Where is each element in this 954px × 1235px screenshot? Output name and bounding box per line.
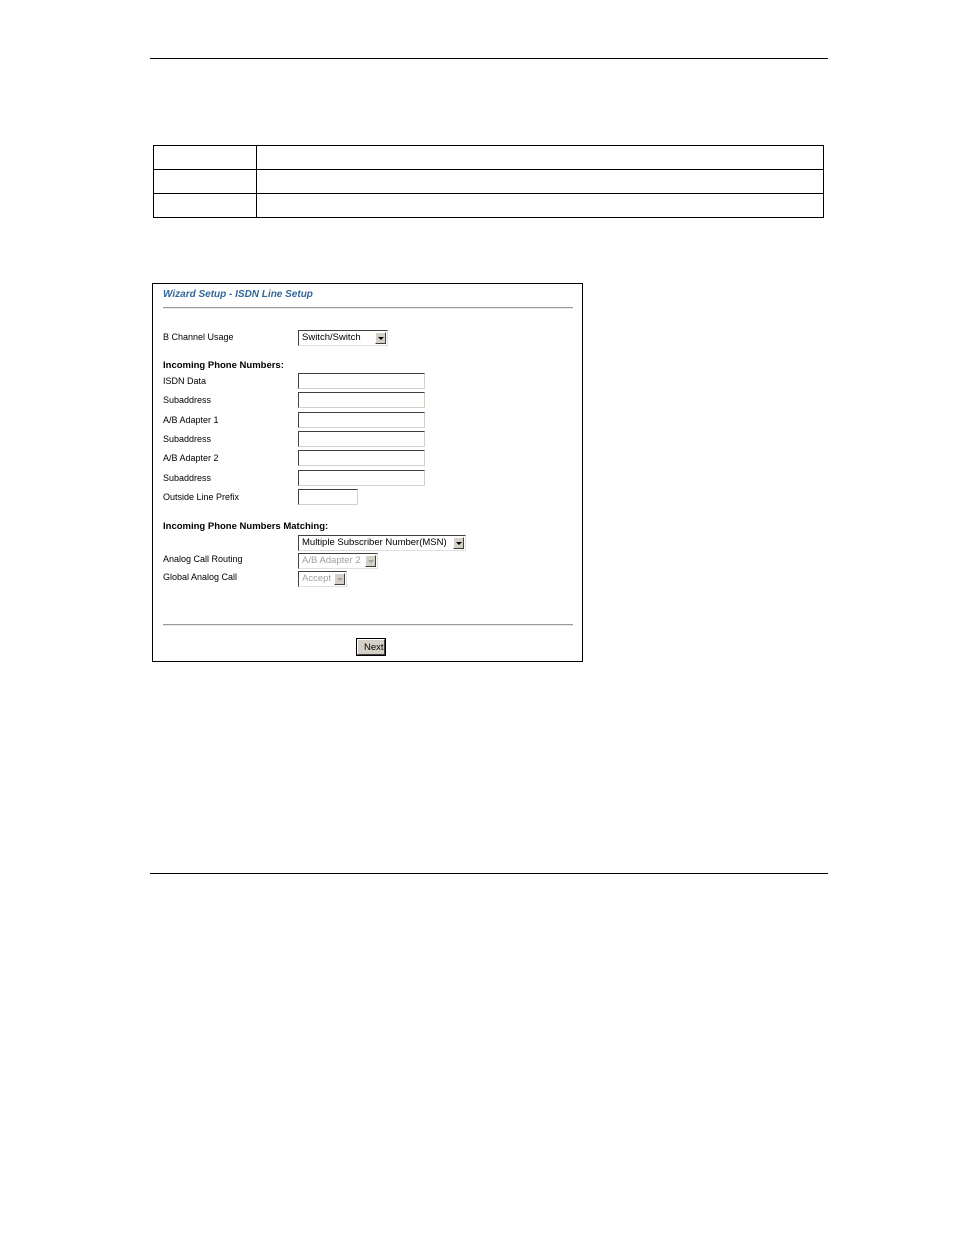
subaddress-2-label: Subaddress <box>163 434 212 444</box>
isdn-line-setup-panel <box>152 283 583 662</box>
title-divider <box>163 307 573 309</box>
table-row <box>154 146 824 170</box>
ab-adapter-2-input[interactable] <box>298 450 425 466</box>
subaddress-3-label: Subaddress <box>163 473 212 483</box>
chevron-down-icon[interactable] <box>334 573 345 585</box>
global-analog-call-label: Global Analog Call <box>163 572 238 582</box>
chevron-down-icon[interactable] <box>375 332 386 344</box>
panel-title: Wizard Setup - ISDN Line Setup <box>163 289 313 300</box>
subaddress-1-label: Subaddress <box>163 395 212 405</box>
outside-line-prefix-label: Outside Line Prefix <box>163 492 240 502</box>
header-rule <box>150 58 828 59</box>
matching-method-value: Multiple Subscriber Number(MSN) <box>302 537 447 548</box>
footer-divider <box>163 624 573 626</box>
b-channel-usage-value: Switch/Switch <box>302 332 361 343</box>
blank-table <box>153 145 824 218</box>
isdn-data-input[interactable] <box>298 373 425 389</box>
chevron-down-icon[interactable] <box>365 555 376 567</box>
b-channel-usage-select[interactable] <box>298 330 388 346</box>
chevron-down-icon[interactable] <box>453 537 464 549</box>
footer-rule <box>150 873 828 874</box>
subaddress-3-input[interactable] <box>298 470 425 486</box>
next-button[interactable]: Next <box>357 639 385 655</box>
table-row <box>154 170 824 194</box>
table-row <box>154 194 824 218</box>
global-analog-call-select[interactable] <box>298 571 347 587</box>
analog-call-routing-value: A/B Adapter 2 <box>302 555 361 566</box>
ab-adapter-1-label: A/B Adapter 1 <box>163 415 219 425</box>
analog-call-routing-select[interactable] <box>298 553 378 569</box>
ab-adapter-2-label: A/B Adapter 2 <box>163 453 219 463</box>
b-channel-usage-label: B Channel Usage <box>163 332 234 342</box>
subaddress-1-input[interactable] <box>298 392 425 408</box>
ab-adapter-1-input[interactable] <box>298 412 425 428</box>
analog-call-routing-label: Analog Call Routing <box>163 554 243 564</box>
outside-line-prefix-input[interactable] <box>298 489 358 505</box>
incoming-numbers-heading: Incoming Phone Numbers: <box>163 360 284 371</box>
isdn-data-label: ISDN Data <box>163 376 207 386</box>
matching-method-select[interactable] <box>298 535 466 551</box>
subaddress-2-input[interactable] <box>298 431 425 447</box>
global-analog-call-value: Accept <box>302 573 332 584</box>
matching-heading: Incoming Phone Numbers Matching: <box>163 521 329 532</box>
